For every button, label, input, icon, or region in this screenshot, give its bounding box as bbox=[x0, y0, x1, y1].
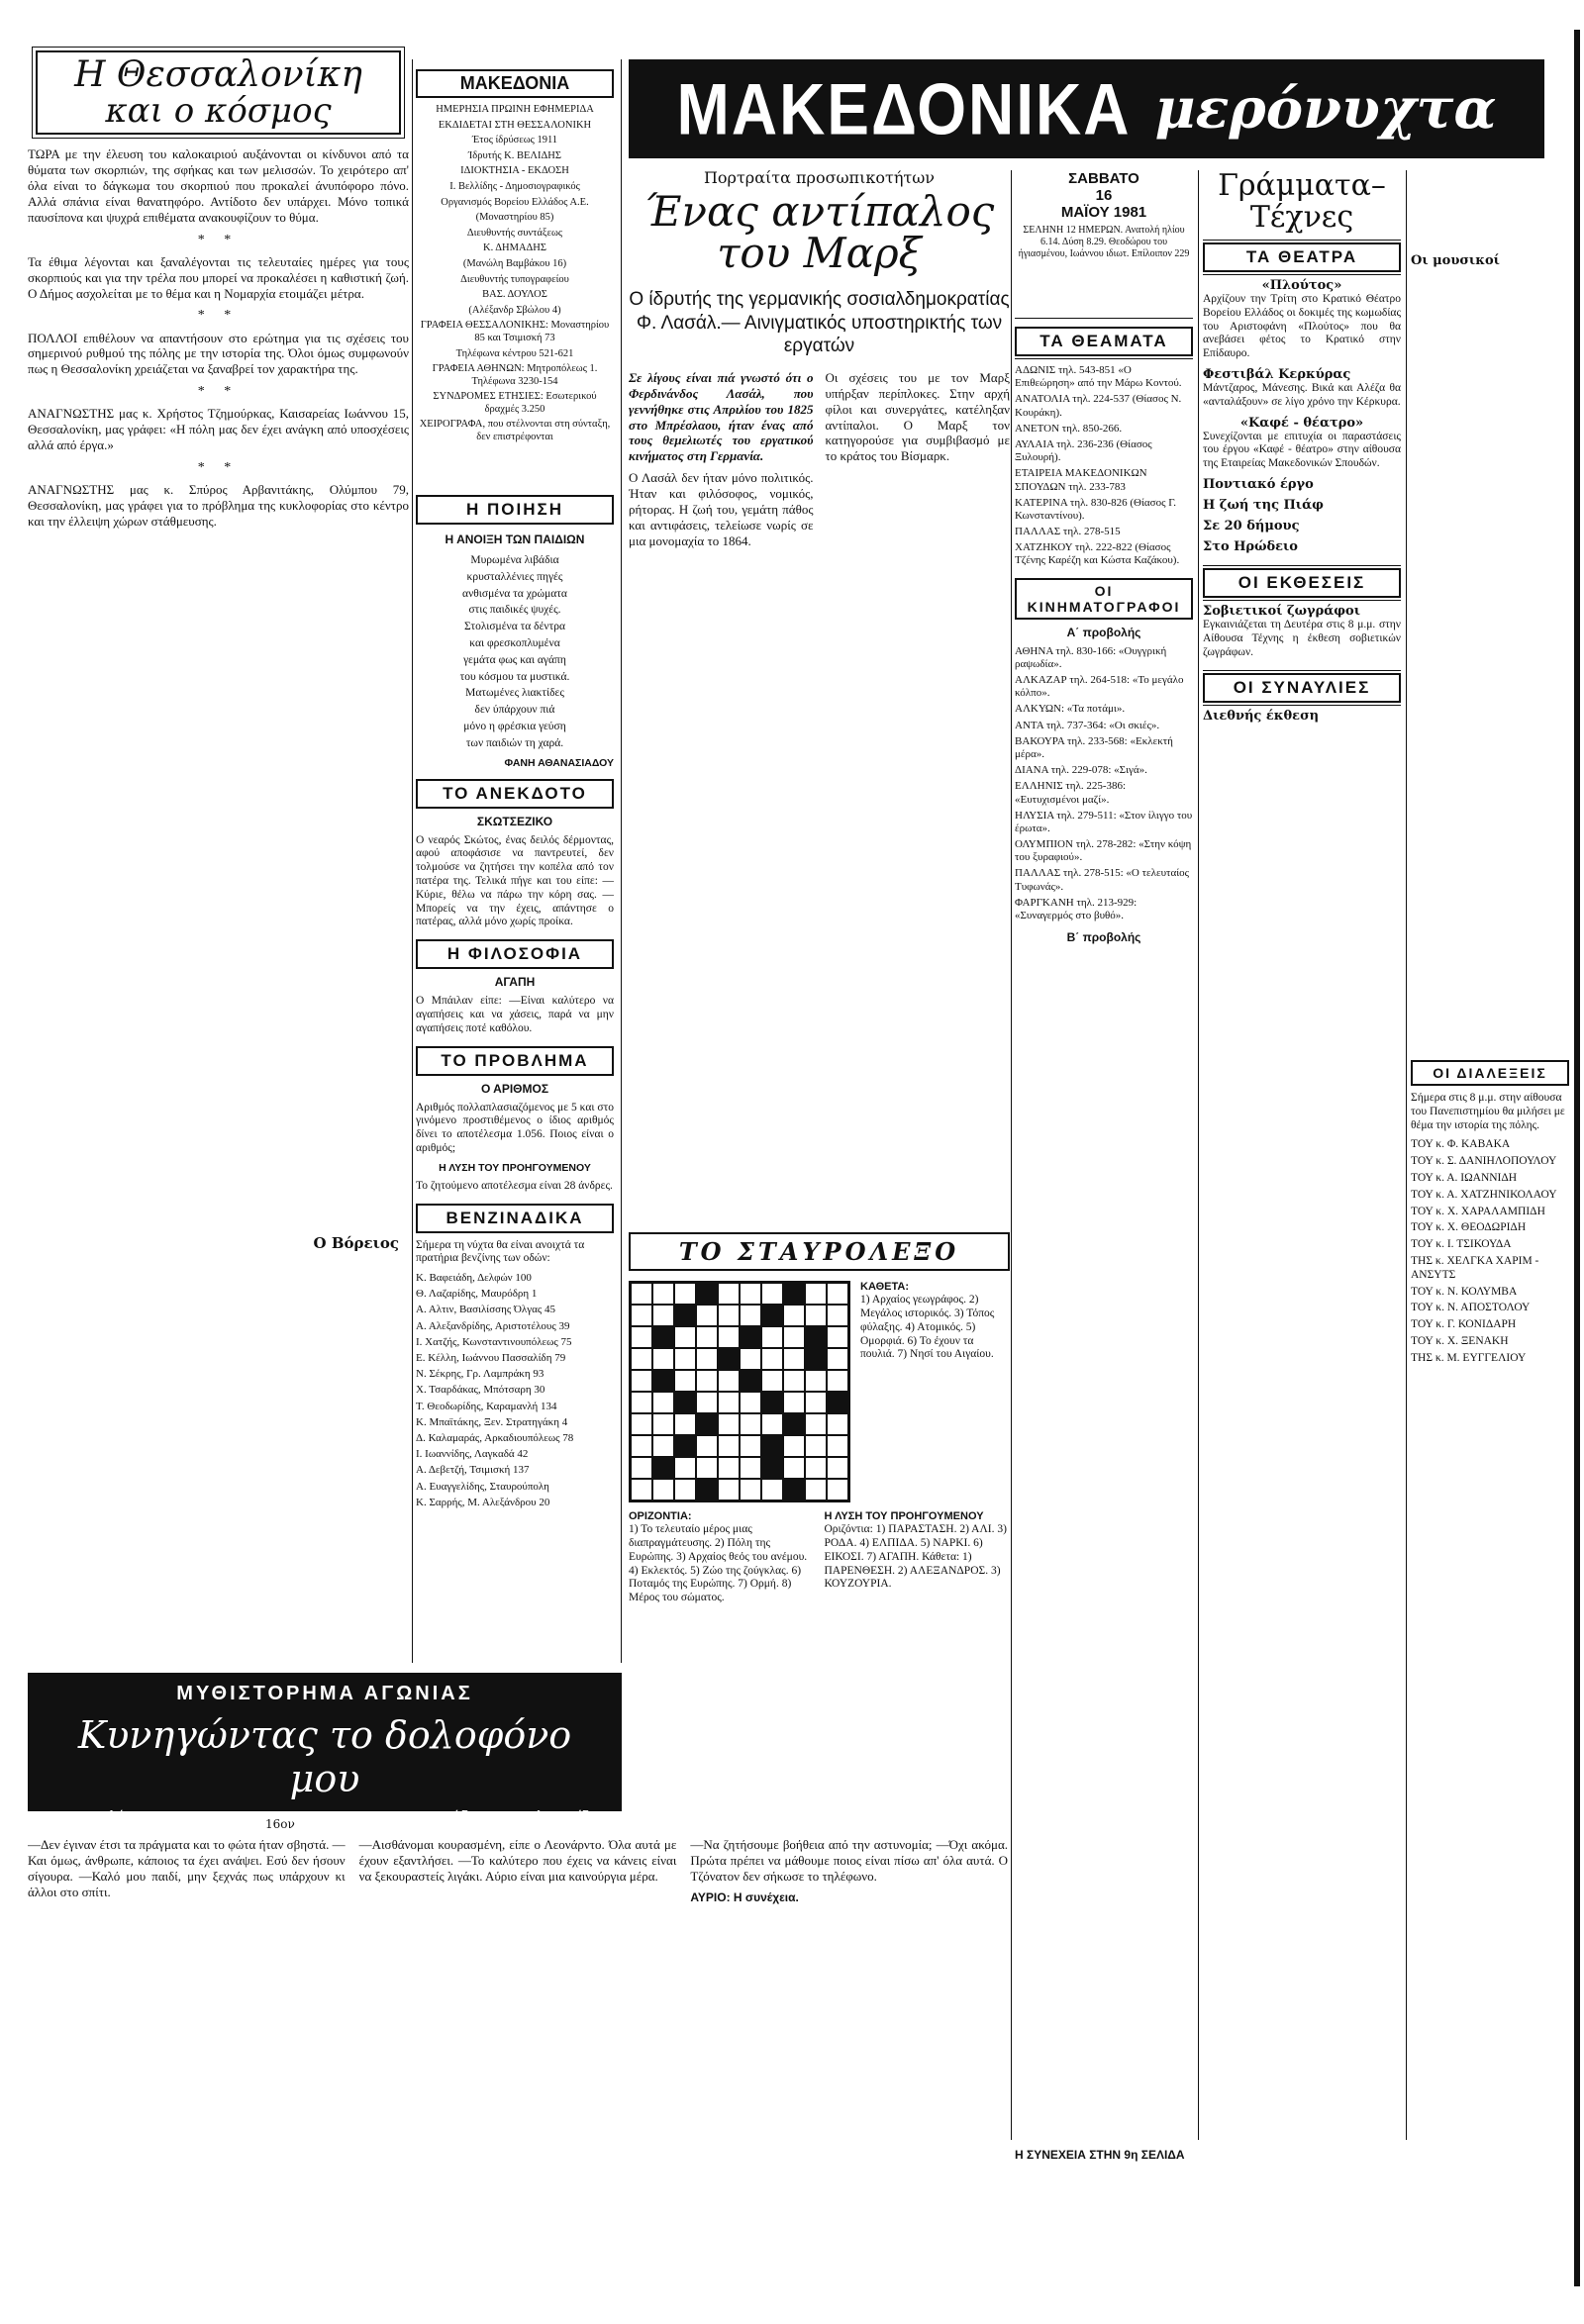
gas-station: Κ. Βαφειάδη, Δελφών 100 bbox=[416, 1272, 532, 1285]
crossword-cell[interactable] bbox=[696, 1305, 718, 1326]
lecture-speaker: ΤΟΥ κ. Ν. ΑΠΟΣΤΟΛΟΥ bbox=[1411, 1302, 1531, 1314]
crossword-cell[interactable] bbox=[631, 1435, 652, 1457]
crossword-black-cell bbox=[827, 1392, 848, 1413]
serial-text: —Αισθάνομαι κουρασμένη, είπε ο Λεονάρντο. Όλα αυτά με έχουν εξαντλήσει. —Το καλύτερο που έχεις να κάνεις είναι να ξεκουραστείς λιγάκι. Αύριο είναι μια καινούργια μέρα. bbox=[358, 1837, 677, 1884]
column-rule bbox=[1198, 170, 1199, 2140]
crossword-cell[interactable] bbox=[674, 1457, 696, 1479]
crossword-black-cell bbox=[696, 1413, 718, 1435]
anecdote-title: ΣΚΩΤΣΕΖΙΚΟ bbox=[476, 814, 553, 828]
crossword-cell[interactable] bbox=[783, 1305, 805, 1326]
column-title-line1: Η Θεσσαλονίκη bbox=[74, 54, 362, 95]
crossword-cell[interactable] bbox=[718, 1392, 740, 1413]
crossword-black-cell bbox=[674, 1392, 696, 1413]
crossword-cell[interactable] bbox=[652, 1348, 674, 1370]
serial-text: —Να ζητήσουμε βοήθεια από την αστυνομία; —Όχι ακόμα. Πρώτα πρέπει να μάθουμε ποιος είναι πίσω απ' όλα αυτά. Ο Τζόνατον δεν σήκωσε το τηλέφωνο. bbox=[690, 1837, 1008, 1884]
crossword-cell[interactable] bbox=[740, 1413, 761, 1435]
lecture-speaker: ΤΗΣ κ. Μ. ΕΥΓΓΕΛΙΟΥ bbox=[1411, 1351, 1527, 1364]
masthead-line: (Αλέξανδρ Σβώλου 4) bbox=[468, 304, 561, 316]
lecture-speaker: ΤΟΥ κ. Ι. ΤΣΙΚΟΥΔΑ bbox=[1411, 1238, 1512, 1251]
crossword-black-cell bbox=[805, 1348, 827, 1370]
crossword-cell[interactable] bbox=[827, 1413, 848, 1435]
cinema-items bbox=[1015, 645, 1193, 923]
column-paragraph: ΑΝΑΓΝΩΣΤΗΣ μας κ. Σπύρος Αρβανιτάκης, Ολύμπου 79, Θεσσαλονίκη, μας γράφει για το πρόβλημα της κυκλοφορίας στο κέντρο και την έλλειψη χώρων στάθμευσης. bbox=[28, 481, 409, 529]
masthead-line: Κ. ΔΗΜΑΔΗΣ bbox=[483, 242, 546, 254]
mini-sections-column bbox=[416, 495, 614, 1663]
crossword-cell[interactable] bbox=[827, 1479, 848, 1501]
cinema-listing: ΒΑΚΟΥΡΑ τηλ. 233-568: «Εκλεκτή μέρα». bbox=[1015, 734, 1173, 760]
lecture-speaker: ΤΟΥ κ. Γ. ΚΟΝΙΔΑΡΗ bbox=[1411, 1318, 1517, 1331]
crossword-black-cell bbox=[761, 1305, 783, 1326]
serial-tomorrow: ΑΥΡΙΟ: Η συνέχεια. bbox=[690, 1889, 799, 1904]
theatre-listing: ΑΝΑΤΟΛΙΑ τηλ. 224-537 (Θίασος Ν. Κουράκη). bbox=[1015, 393, 1182, 419]
crossword-cell[interactable] bbox=[761, 1326, 783, 1348]
crossword-cell[interactable] bbox=[696, 1457, 718, 1479]
crossword-cell[interactable] bbox=[696, 1348, 718, 1370]
column-rule bbox=[1574, 30, 1580, 2286]
crossword-black-cell bbox=[805, 1326, 827, 1348]
arts-international: Διεθνής έκθεση bbox=[1203, 709, 1320, 725]
crossword-cell[interactable] bbox=[761, 1413, 783, 1435]
crossword-cell[interactable] bbox=[631, 1479, 652, 1501]
poetry-verse: Μυρωμένα λιβάδια bbox=[470, 554, 559, 566]
poetry-verse: στις παιδικές ψυχές. bbox=[468, 604, 561, 617]
poetry-verses bbox=[416, 554, 614, 751]
poetry-header: Η ΠΟΙΗΣΗ bbox=[416, 495, 614, 525]
theatre-listing: ΠΑΛΛΑΣ τηλ. 278-515 bbox=[1015, 526, 1121, 538]
gas-station: Α. Δεβετζή, Τσιμισκή 137 bbox=[416, 1464, 530, 1477]
feature-paragraph: Ο Λασάλ δεν ήταν μόνο πολιτικός. Ήταν και φιλόσοφος, νομικός, ρήτορας. Η ζωή του, γεμάτη πάθος και αντιφάσεις, τελείωσε νωρίς σε μια μονομαχία το 1864. bbox=[629, 470, 814, 548]
gas-station: Α. Ευαγγελίδης, Σταυρούπολη bbox=[416, 1480, 549, 1493]
crossword-cell[interactable] bbox=[631, 1326, 652, 1348]
crossword-black-cell bbox=[674, 1305, 696, 1326]
cinema-first-run: Α΄ προβολής bbox=[1066, 625, 1141, 639]
column-rule bbox=[412, 59, 413, 1663]
lecture-speaker: ΤΟΥ κ. Α. ΙΩΑΝΝΙΔΗ bbox=[1411, 1171, 1518, 1184]
anecdote-text: Ο νεαρός Σκώτος, ένας δειλός δέρμοντας, αφού αποφάσισε να παντρευτεί, δεν τολμούσε να ζητήσει την κοπέλα από τον πατέρα της. Τελικά πήγε και του είπε: — Κύριε, θέλω να πάρω την κόρη σας. — Μπορείς να την έχεις, απάντησε ο πατέρας, αλλά μόνο χωρίς προίκα. bbox=[416, 833, 614, 928]
crossword-cell[interactable] bbox=[740, 1305, 761, 1326]
column-title-line2: και ο κόσμος bbox=[105, 90, 332, 131]
crossword-cell[interactable] bbox=[740, 1457, 761, 1479]
cinema-listing: ΑΛΚΑΖΑΡ τηλ. 264-518: «Το μεγάλο κόλπο». bbox=[1015, 674, 1184, 700]
date-extra: ΣΕΛΗΝΗ 12 ΗΜΕΡΩΝ. Ανατολή ηλίου 6.14. Δύση 8.29. Θεοδώρου του ήγιασμένου, Ιωάννου ιδιωτ. Επίλοιπον 229 bbox=[1018, 225, 1190, 259]
date-month: ΜΑΪΟΥ 1981 bbox=[1060, 204, 1147, 221]
crossword-cell[interactable] bbox=[631, 1370, 652, 1392]
gas-station: Ι. Χατζής, Κωνσταντινουπόλεως 75 bbox=[416, 1335, 572, 1348]
masthead-line: ΧΕΙΡΟΓΡΑΦΑ, που στέλνονται στη σύνταξη, δεν επιστρέφονται bbox=[419, 419, 611, 443]
crossword-cell[interactable] bbox=[696, 1370, 718, 1392]
gas-station: Θ. Λαζαρίδης, Μαυρόδρη 1 bbox=[416, 1288, 538, 1301]
crossword-cell[interactable] bbox=[805, 1435, 827, 1457]
crossword-cell[interactable] bbox=[740, 1283, 761, 1305]
crossword-black-cell bbox=[761, 1392, 783, 1413]
poetry-verse: μόνο η φρέσκια γεύση bbox=[463, 720, 566, 732]
crossword-cell[interactable] bbox=[652, 1413, 674, 1435]
crossword-black-cell bbox=[652, 1457, 674, 1479]
crossword-cell[interactable] bbox=[674, 1370, 696, 1392]
arts-title: Γράμματα–Τέχνες bbox=[1218, 170, 1386, 235]
crossword-cell[interactable] bbox=[696, 1435, 718, 1457]
crossword-cell[interactable] bbox=[718, 1283, 740, 1305]
crossword-cell[interactable] bbox=[761, 1370, 783, 1392]
cinema-listing: ΑΝΤΑ τηλ. 737-364: «Οι σκιές». bbox=[1015, 719, 1160, 731]
philosophy-title: ΑΓΑΠΗ bbox=[494, 975, 536, 990]
gas-station: Ι. Ιωαννίδης, Λαγκαδά 42 bbox=[416, 1448, 529, 1461]
gas-station: Τ. Θεοδωρίδης, Καραμανλή 134 bbox=[416, 1400, 557, 1412]
crossword-black-cell bbox=[740, 1370, 761, 1392]
crossword-cell[interactable] bbox=[718, 1413, 740, 1435]
lecture-speaker: ΤΟΥ κ. Χ. ΘΕΟΔΩΡΙΔΗ bbox=[1411, 1221, 1527, 1234]
column-rule bbox=[1406, 170, 1407, 2140]
column-paragraph: ΠΟΛΛΟΙ επιθέλουν να απαντήσουν στο ερώτημα για τις σχέσεις του σημερινού ρυθμού της πόλης με την ιστορία της. Όλοι όμως συμφωνούν πως η Θεσσαλονίκη χρειάζεται να ξαναβρεί τον χαρακτήρα της. bbox=[28, 330, 409, 377]
separator-stars: * * bbox=[197, 459, 240, 475]
crossword-cell[interactable] bbox=[805, 1392, 827, 1413]
poetry-author: ΦΑΝΗ ΑΘΑΝΑΣΙΑΔΟΥ bbox=[504, 756, 614, 769]
theamata-column bbox=[1015, 327, 1193, 2138]
section-banner bbox=[629, 59, 1544, 158]
crossword-cell[interactable] bbox=[718, 1370, 740, 1392]
crossword-cell[interactable] bbox=[740, 1479, 761, 1501]
crossword-section bbox=[629, 1232, 1010, 1658]
arts-demos: Σε 20 δήμους bbox=[1203, 518, 1300, 533]
column-paragraph: Τα έθιμα λέγονται και ξαναλέγονται τις τελευταίες ημέρες για τους σκορπιούς και για την τρέλα που μπορεί να προκαλέσει η καθιστική ζωή. Ο Δήμος ασχολείται με το θέμα και η Νομαρχία ετοιμάζει μέτρα. bbox=[28, 253, 409, 301]
crossword-black-cell bbox=[740, 1326, 761, 1348]
masthead-line: Τηλέφωνα κέντρου 521-621 bbox=[455, 347, 574, 359]
crossword-black-cell bbox=[783, 1413, 805, 1435]
date-box bbox=[1015, 170, 1193, 319]
crossword-cell[interactable] bbox=[652, 1283, 674, 1305]
crossword-cell[interactable] bbox=[805, 1413, 827, 1435]
theamata-items bbox=[1015, 364, 1193, 568]
crossword-cell[interactable] bbox=[652, 1479, 674, 1501]
poetry-verse: γεμάτα φως και αγάπη bbox=[463, 653, 566, 666]
crossword-cell[interactable] bbox=[761, 1479, 783, 1501]
right-musical: Οι μουσικοί bbox=[1411, 253, 1500, 268]
column-paragraph: ΑΝΑΓΝΩΣΤΗΣ μας κ. Χρήστος Τζημούρκας, Καισαρείας Ιωάννου 15, Θεσσαλονίκη, μας γράφει: «Η πόλη μας δεν έχει ανάγκη από υποσχέσεις αλλά από έργα.» bbox=[28, 406, 409, 452]
cinema-listing: ΑΘΗΝΑ τηλ. 830-166: «Ουγγρική ραψωδία». bbox=[1015, 644, 1167, 670]
crossword-cell[interactable] bbox=[718, 1457, 740, 1479]
philosophy-header: Η ΦΙΛΟΣΟΦΙΑ bbox=[416, 939, 614, 969]
masthead-line: (Μοναστηρίου 85) bbox=[475, 212, 554, 224]
theatre-listing: ΧΑΤΖΗΚΟΥ τηλ. 222-822 (Θίασος Τζένης Καρέζη και Κώστα Καζάκου). bbox=[1015, 541, 1180, 567]
poetry-verse: Ματωμένες λιακτίδες bbox=[465, 687, 564, 700]
crossword-black-cell bbox=[761, 1435, 783, 1457]
crossword-black-cell bbox=[718, 1348, 740, 1370]
crossword-cell[interactable] bbox=[674, 1283, 696, 1305]
date-number: 16 bbox=[1095, 187, 1113, 204]
crossword-cell[interactable] bbox=[718, 1326, 740, 1348]
lecture-speaker: ΤΟΥ κ. Χ. ΞΕΝΑΚΗ bbox=[1411, 1334, 1509, 1347]
crossword-cell[interactable] bbox=[718, 1305, 740, 1326]
crossword-cell[interactable] bbox=[631, 1413, 652, 1435]
serial-title: Κυνηγώντας το δολοφόνο μου bbox=[77, 1713, 572, 1800]
crossword-cell[interactable] bbox=[827, 1283, 848, 1305]
masthead bbox=[416, 69, 614, 485]
crossword-cell[interactable] bbox=[740, 1392, 761, 1413]
crossword-cell[interactable] bbox=[631, 1283, 652, 1305]
masthead-line: ΙΔΙΟΚΤΗΣΙΑ - ΕΚΔΟΣΗ bbox=[460, 165, 569, 177]
arts-show2: «Καφέ - θέατρο» bbox=[1239, 415, 1364, 431]
crossword-cell[interactable] bbox=[652, 1435, 674, 1457]
masthead-line: ΗΜΕΡΗΣΙΑ ΠΡΩΙΝΗ ΕΦΗΜΕΡΙΔΑ bbox=[436, 104, 594, 115]
arts-text1: Αρχίζουν την Τρίτη στο Κρατικό Θέατρο Βορείου Ελλάδος οι δοκιμές της κωμωδίας του Αριστοφάνη «Πλούτος» που θα ανεβάσει φέτος το Κρατικό στην Επίδαυρο. bbox=[1203, 293, 1401, 360]
masthead-line: (Μανώλη Βαμβάκου 16) bbox=[462, 257, 567, 269]
crossword-cell[interactable] bbox=[805, 1457, 827, 1479]
poetry-verse: κρυσταλλένιες πηγές bbox=[466, 570, 563, 583]
poetry-verse: των παιδιών τη χαρά. bbox=[465, 736, 564, 749]
cinema-listing: ΑΛΚΥΩΝ: «Τα ποτάμι». bbox=[1015, 703, 1126, 716]
crossword-cell[interactable] bbox=[783, 1392, 805, 1413]
poetry-title: Η ΑΝΟΙΞΗ ΤΩΝ ΠΑΙΔΙΩΝ bbox=[445, 533, 585, 546]
feature-title: Ένας αντίπαλος του Μαρξ bbox=[644, 186, 995, 277]
masthead-lines bbox=[416, 104, 614, 444]
feature-continuation: Η ΣΥΝΕΧΕΙΑ ΣΤΗΝ 9η ΣΕΛΙΔΑ bbox=[1015, 2148, 1185, 2162]
cinema-listing: ΔΙΑΝΑ τηλ. 229-078: «Σιγά». bbox=[1015, 764, 1147, 777]
column-paragraph: ΤΩΡΑ με την έλευση του καλοκαιριού αυξάνονται οι κίνδυνοι από τα θύματα των σκορπιών, της σφήκας και των μελισσών. Το χειρότερο απ' όλα είναι το δάγκωμα του σκορπιού που προκαλεί άνυπόφορο πόνο. Αλλά σπάνια είναι θανατηφόρο. Αντίδοτο δεν υπάρχει. Μόνο τοπικά παυσίπονα και ψυχρά επιθέματα ανακουφίζουν το θύμα. bbox=[28, 146, 409, 225]
separator-stars: * * bbox=[197, 232, 240, 247]
column-signature: Ο Βόρειος bbox=[313, 1234, 399, 1252]
masthead-line: ΕΚΔΙΔΕΤΑΙ ΣΤΗ ΘΕΣΣΑΛΟΝΙΚΗ bbox=[438, 119, 592, 131]
masthead-line: ΣΥΝΔΡΟΜΕΣ ΕΤΗΣΙΕΣ: Εσωτερικού δραχμές 3.250 bbox=[433, 391, 597, 415]
crossword-cell[interactable] bbox=[674, 1326, 696, 1348]
theatre-listing: ΑΥΛΑΙΑ τηλ. 236-236 (Θίασος Ξυλουρή). bbox=[1015, 437, 1152, 464]
anecdote-header: ΤΟ ΑΝΕΚΔΟΤΟ bbox=[416, 779, 614, 809]
speaker-list bbox=[1411, 1138, 1569, 1365]
masthead-line: ΓΡΑΦΕΙΑ ΑΘΗΝΩΝ: Μητροπόλεως 1. Τηλέφωνα 3230-154 bbox=[432, 363, 598, 387]
crossword-down: 1) Αρχαίος γεωγράφος. 2) Μεγάλος ιστορικός. 3) Τόπος φύλαξης. 4) Ατομικός. 5) Ομορφιά. 6) Το έχουν τα πουλιά. 7) Νησί του Αιγαίου. bbox=[860, 1294, 995, 1361]
crossword-across: 1) Το τελευταίο μέρος μιας διαπραγμάτευσης. 2) Πόλη της Ευρώπης. 3) Αρχαίος θεός του ανέμου. 4) Εκλεκτός. 5) Ζώο της ζούγκλας. 6) Ποταμός της Ευρώπης. 7) Ορμή. 8) Μέρος του σώματος. bbox=[629, 1523, 808, 1604]
banner-script: μερόνυχτα bbox=[1154, 76, 1497, 142]
column-rule bbox=[1011, 170, 1012, 2140]
crossword-cell[interactable] bbox=[696, 1392, 718, 1413]
crossword-cell[interactable] bbox=[783, 1457, 805, 1479]
cinema-listing: ΕΛΛΗΝΙΣ τηλ. 225-386: «Ευτυχισμένοι μαζί». bbox=[1015, 780, 1127, 806]
banner-main: ΜΑΚΕΔΟΝΙΚΑ bbox=[676, 67, 1132, 150]
crossword-cell[interactable] bbox=[740, 1348, 761, 1370]
lecture-speaker: ΤΟΥ κ. Φ. ΚΑΒΑΚΑ bbox=[1411, 1138, 1511, 1151]
crossword-across-label: ΟΡΙΖΟΝΤΙΑ: bbox=[629, 1510, 692, 1522]
lectures-header: ΟΙ ΔΙΑΛΕΞΕΙΣ bbox=[1411, 1060, 1569, 1086]
problem-header: ΤΟ ΠΡΟΒΛΗΜΑ bbox=[416, 1046, 614, 1076]
serial-text: —Δεν έγιναν έτσι τα πράγματα και το φώτα ήταν σβηστά. —Και όμως, άνθρωπε, κάποιος τα έχει ανάψει. Εσύ δεν ήσουν σίγουρα. —Καλό μου παιδί, μην ξεχνάς πως υπάρχουν κι άλλοι στο σπίτι. bbox=[28, 1837, 346, 1899]
masthead-line: Διευθυντής συντάξεως bbox=[466, 227, 563, 239]
masthead-line: ΓΡΑΦΕΙΑ ΘΕΣΣΑΛΟΝΙΚΗΣ: Μοναστηρίου 85 και Τσιμισκή 73 bbox=[420, 320, 610, 343]
cinema-listing: ΦΑΡΓΚΑΝΗ τηλ. 213-929: «Συναγερμός στο βυθό». bbox=[1015, 896, 1138, 921]
arts-festival: Φεστιβάλ Κερκύρας bbox=[1203, 366, 1351, 382]
crossword-cell[interactable] bbox=[696, 1326, 718, 1348]
crossword-down-label: ΚΑΘΕΤΑ: bbox=[860, 1281, 909, 1293]
crossword-cell[interactable] bbox=[805, 1305, 827, 1326]
lecture-speaker: ΤΟΥ κ. Σ. ΔΑΝΙΗΛΟΠΟΥΛΟΥ bbox=[1411, 1155, 1557, 1168]
crossword-cell[interactable] bbox=[827, 1435, 848, 1457]
philosophy-text: Ο Μπάιλαν είπε: —Είναι καλύτερο να αγαπήσεις και να χάσεις, παρά να μην αγαπήσεις ποτέ καθόλου. bbox=[416, 995, 614, 1034]
crossword-cell[interactable] bbox=[827, 1326, 848, 1348]
separator-stars: * * bbox=[197, 308, 240, 324]
serial-label: ΜΥΘΙΣΤΟΡΗΜΑ ΑΓΩΝΙΑΣ bbox=[176, 1683, 473, 1704]
arts-puppet: Ποντιακό έργο bbox=[1203, 476, 1314, 492]
crossword-cell[interactable] bbox=[783, 1370, 805, 1392]
feature-subtitle: Ο ίδρυτής της γερμανικής σοσιαλδημοκρατίας Φ. Λασάλ.— Αινιγματικός υποστηρικτής των εργατών bbox=[629, 288, 1010, 357]
crossword-black-cell bbox=[652, 1326, 674, 1348]
arts-exhibitions-header: ΟΙ ΕΚΘΕΣΕΙΣ bbox=[1203, 568, 1401, 598]
crossword-cell[interactable] bbox=[761, 1348, 783, 1370]
crossword-cell[interactable] bbox=[652, 1305, 674, 1326]
masthead-line: ΒΑΣ. ΔΟΥΛΟΣ bbox=[482, 289, 547, 301]
masthead-line: Διευθυντής τυπογραφείου bbox=[460, 273, 569, 285]
crossword-cell[interactable] bbox=[740, 1435, 761, 1457]
theatre-listing: ΑΔΩΝΙΣ τηλ. 543-851 «Ο Επιθεώρηση» από την Μάρω Κοντού. bbox=[1015, 364, 1182, 390]
crossword-cell[interactable] bbox=[827, 1305, 848, 1326]
lectures-schedule: Σήμερα στις 8 μ.μ. στην αίθουσα του Πανεπιστημίου θα μιλήσει με θέμα την ιστορία της πόλης. bbox=[1411, 1092, 1565, 1131]
poetry-verse: ανθισμένα τα χρώματα bbox=[462, 587, 567, 600]
lecture-speaker: ΤΟΥ κ. Χ. ΧΑΡΑΛΑΜΠΙΔΗ bbox=[1411, 1205, 1545, 1217]
gas-intro: Σήμερα τη νύχτα θα είναι ανοιχτά τα πρατήρια βενζίνης των οδών: bbox=[416, 1238, 585, 1265]
masthead-line: Οργανισμός Βορείου Ελλάδος Α.Ε. bbox=[441, 196, 589, 208]
separator-stars: * * bbox=[197, 384, 240, 400]
crossword-solution-header: Η ΛΥΣΗ ΤΟΥ ΠΡΟΗΓΟΥΜΕΝΟΥ bbox=[824, 1510, 984, 1522]
crossword-cell[interactable] bbox=[783, 1435, 805, 1457]
serial-author: Της Σον Σλήντσουν bbox=[44, 1808, 171, 1825]
crossword-cell[interactable] bbox=[827, 1370, 848, 1392]
theatre-listing: ΚΑΤΕΡΙΝΑ τηλ. 830-826 (Θίασος Γ. Κωνσταντίνου). bbox=[1015, 496, 1177, 522]
cinema-second-run: Β΄ προβολής bbox=[1066, 930, 1141, 945]
crossword-black-cell bbox=[783, 1479, 805, 1501]
crossword-cell[interactable] bbox=[718, 1479, 740, 1501]
gas-station: Κ. Μπαϊτάκης, Ξεν. Στρατηγάκη 4 bbox=[416, 1415, 568, 1428]
serial-chapter: 16ον bbox=[265, 1817, 295, 1831]
gas-station: Α. Αλτιν, Βασιλίσσης Όλγας 45 bbox=[416, 1304, 555, 1316]
crossword-cell[interactable] bbox=[674, 1479, 696, 1501]
crossword-cell[interactable] bbox=[674, 1413, 696, 1435]
arts-text4: Εγκαινιάζεται τη Δευτέρα στις 8 μ.μ. στην Αίθουσα Τέχνης η έκθεση σοβιετικών ζωγράφων. bbox=[1203, 618, 1401, 658]
crossword-solution: Οριζόντια: 1) ΠΑΡΑΣΤΑΣΗ. 2) ΑΛΙ. 3) ΡΟΔΑ. 4) ΕΛΠΙΔΑ. 5) ΝΑΡΚΙ. 6) ΕΙΚΟΣΙ. 7) ΑΓΑΠΗ. Κάθετα: 1) ΠΑΡΕΝΘΕΣΗ. 2) ΑΛΕΞΑΝΔΡΟΣ. 3) ΚΟΥΖΟΥΡΙΑ. bbox=[824, 1523, 1007, 1591]
crossword-cell[interactable] bbox=[631, 1392, 652, 1413]
column-title-box bbox=[36, 50, 401, 135]
cinema-listing: ΠΑΛΛΑΣ τηλ. 278-515: «Ο τελευταίος Τυφωνάς». bbox=[1015, 867, 1190, 893]
serial-novel bbox=[28, 1673, 1008, 2138]
crossword-cell[interactable] bbox=[827, 1457, 848, 1479]
crossword-black-cell bbox=[783, 1283, 805, 1305]
masthead-logo: ΜΑΚΕΔΟΝΙΑ bbox=[416, 69, 614, 98]
poetry-verse: δεν ύπάρχουν πιά bbox=[474, 704, 555, 717]
crossword-cell[interactable] bbox=[783, 1326, 805, 1348]
gas-station: Ν. Σέκρης, Γρ. Λαμπράκη 93 bbox=[416, 1368, 544, 1381]
problem-prev-header: Η ΛΥΣΗ ΤΟΥ ΠΡΟΗΓΟΥΜΕΝΟΥ bbox=[439, 1161, 591, 1174]
crossword-cell[interactable] bbox=[805, 1370, 827, 1392]
arts-text3: Συνεχίζονται με επιτυχία οι παραστάσεις του έργου «Καφέ - θέατρο» στην αίθουσα της Εταιρείας Μακεδονικών Σπουδών. bbox=[1203, 430, 1401, 470]
arts-show1: «Πλούτος» bbox=[1261, 278, 1342, 293]
cinema-listing: ΗΛΥΣΙΑ τηλ. 279-511: «Στον ίλιγγο του έρωτα». bbox=[1015, 809, 1193, 834]
crossword-cell[interactable] bbox=[652, 1392, 674, 1413]
crossword-cell[interactable] bbox=[761, 1283, 783, 1305]
poetry-verse: και φρεσκοπλυμένα bbox=[469, 636, 560, 649]
crossword-cell[interactable] bbox=[631, 1348, 652, 1370]
crossword-black-cell bbox=[696, 1479, 718, 1501]
thessaloniki-column bbox=[28, 45, 409, 1252]
arts-soviet: Σοβιετικοί ζωγράφοι bbox=[1203, 603, 1360, 619]
poetry-verse: Στολισμένα τα δέντρα bbox=[463, 621, 566, 633]
crossword-cell[interactable] bbox=[631, 1305, 652, 1326]
masthead-line: Ι. Βελλίδης - Δημοσιογραφικός bbox=[449, 180, 580, 192]
column-rule bbox=[621, 59, 622, 1663]
gas-list bbox=[416, 1272, 614, 1509]
right-strip bbox=[1411, 247, 1569, 2148]
serial-translation: Απόδοση: Κ. Ζελομοσίδου bbox=[432, 1808, 606, 1825]
feature-kicker: Πορτραίτα προσωπικοτήτων bbox=[703, 170, 936, 187]
masthead-line: Έτος ίδρύσεως 1911 bbox=[471, 135, 558, 146]
gas-station: Κ. Σαρρής, Μ. Αλεξάνδρου 20 bbox=[416, 1496, 550, 1508]
arts-herodeion: Στο Ηρώδειο bbox=[1203, 538, 1298, 554]
crossword-black-cell bbox=[696, 1283, 718, 1305]
arts-theatre-header: ΤΑ ΘΕΑΤΡΑ bbox=[1203, 242, 1401, 272]
date-day: ΣΑΒΒΑΤΟ bbox=[1068, 170, 1139, 187]
gas-header: ΒΕΝΖΙΝΑΔΙΚΑ bbox=[416, 1204, 614, 1233]
crossword-black-cell bbox=[674, 1435, 696, 1457]
crossword-cell[interactable] bbox=[631, 1457, 652, 1479]
gas-station: Ε. Κέλλη, Ιωάννου Πασσαλίδη 79 bbox=[416, 1352, 566, 1365]
crossword-black-cell bbox=[761, 1457, 783, 1479]
crossword-black-cell bbox=[652, 1370, 674, 1392]
problem-text: Αριθμός πολλαπλασιαζόμενος με 5 και στο γινόμενο προστιθέμενος ο ίδιος αριθμός δίνει το αποτέλεσμα 1.056. Ποιος είναι ο αριθμός; bbox=[416, 1101, 614, 1154]
crossword-cell[interactable] bbox=[783, 1348, 805, 1370]
feature-paragraph: Οι σχέσεις του με τον Μαρξ υπήρξαν περίπλοκες. Στην αρχή φίλοι και συνεργάτες, κατέληξαν αντίπαλοι. Ο Μαρξ τον κατηγορούσε για συμβιβασμό με το κράτος του Βίσμαρκ. bbox=[825, 370, 1010, 464]
crossword-cell[interactable] bbox=[718, 1435, 740, 1457]
arts-life: Η ζωή της Πιάφ bbox=[1203, 497, 1324, 513]
crossword-cell[interactable] bbox=[827, 1348, 848, 1370]
crossword-cell[interactable] bbox=[674, 1348, 696, 1370]
problem-prev-solution: Το ζητούμενο αποτέλεσμα είναι 28 άνδρες. bbox=[416, 1179, 613, 1192]
theamata-header: ΤΑ ΘΕΑΜΑΤΑ bbox=[1015, 327, 1193, 356]
feature-intro: Σε λίγους είναι πιά γνωστό ότι ο Φερδινάνδος Λασάλ, που γεννήθηκε στις Απριλίου του 1825 στο Μπρέσλαου, ήταν ένας από τους θεμελιωτές του εργατικού κινήματος στη Γερμανία. bbox=[629, 370, 814, 464]
problem-title: Ο ΑΡΙΘΜΟΣ bbox=[480, 1081, 549, 1096]
crossword-header: ΤΟ ΣΤΑΥΡΟΛΕΞΟ bbox=[629, 1232, 1010, 1271]
crossword-cell[interactable] bbox=[805, 1283, 827, 1305]
theatre-listing: ΑΝΕΤΟΝ τηλ. 850-266. bbox=[1015, 422, 1123, 435]
gas-station: Α. Αλεξανδρίδης, Αριστοτέλους 39 bbox=[416, 1319, 570, 1332]
crossword-cell[interactable] bbox=[805, 1479, 827, 1501]
arts-meetings-header: ΟΙ ΣΥΝΑΥΛΙΕΣ bbox=[1203, 673, 1401, 703]
cinema-header: ΟΙ ΚΙΝΗΜΑΤΟΓΡΑΦΟΙ bbox=[1015, 578, 1193, 620]
theatre-listing: ΕΤΑΙΡΕΙΑ ΜΑΚΕΔΟΝΙΚΩΝ ΣΠΟΥΔΩΝ τηλ. 233-783 bbox=[1015, 467, 1147, 493]
arts-column bbox=[1203, 170, 1401, 2130]
lecture-speaker: ΤΟΥ κ. Ν. ΚΟΛΥΜΒΑ bbox=[1411, 1285, 1518, 1298]
poetry-verse: του κόσμου τα μυστικά. bbox=[459, 670, 570, 683]
arts-text2: Μάντζαρος, Μάνεσης. Βικά και Αλέζα θα «ανταλάξουν» σε λίγο χρόνο την Κέρκυρα. bbox=[1203, 381, 1401, 408]
cinema-listing: ΟΛΥΜΠΙΟΝ τηλ. 278-282: «Στην κόψη του ξυραφιού». bbox=[1015, 838, 1192, 864]
lecture-speaker: ΤΗΣ κ. ΧΕΛΓΚΑ ΧΑΡΙΜ - ΑΝΣΥΤΣ bbox=[1411, 1254, 1539, 1281]
crossword-grid[interactable] bbox=[629, 1281, 850, 1502]
masthead-line: Ίδρυτής Κ. ΒΕΛΙΔΗΣ bbox=[467, 149, 561, 161]
gas-station: Χ. Τσαρδάκας, Μπότσαρη 30 bbox=[416, 1384, 545, 1397]
gas-station: Δ. Καλαμαράς, Αρκαδιουπόλεως 78 bbox=[416, 1431, 574, 1444]
lecture-speaker: ΤΟΥ κ. Α. ΧΑΤΖΗΝΙΚΟΛΑΟΥ bbox=[1411, 1188, 1557, 1201]
